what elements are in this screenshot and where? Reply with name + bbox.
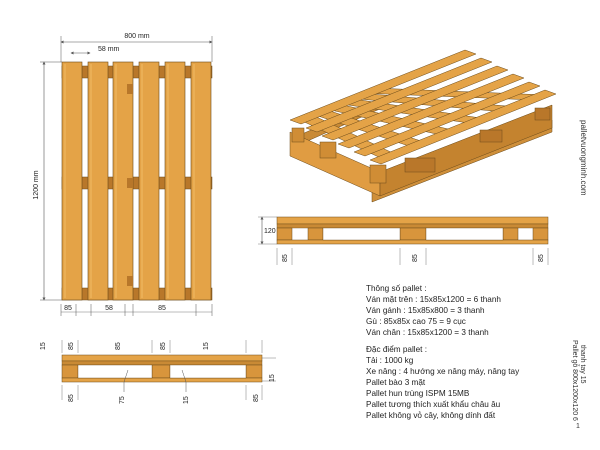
end-bottom-label-3: 15 xyxy=(183,396,190,404)
spec-line-3: Gù : 85x85x cao 75 = 9 cục xyxy=(366,317,466,326)
spec-line-1: Ván mặt trên : 15x85x1200 = 6 thanh xyxy=(366,295,501,304)
feature-line-3: Pallet bào 3 mặt xyxy=(366,378,426,387)
end-top-label-3: 85 xyxy=(115,342,122,350)
board-label: 58 mm xyxy=(98,46,120,53)
block-mark xyxy=(127,178,133,188)
features-heading: Đặc điểm pallet : xyxy=(366,345,427,354)
specs-heading: Thông số pallet : xyxy=(366,284,427,293)
spec-line-2: Ván gánh : 15x85x800 = 3 thanh xyxy=(366,306,485,315)
top-stringer xyxy=(62,66,212,78)
feature-line-6: Pallet không vỏ cây, không dính đất xyxy=(366,411,496,420)
end-right-label: 15 xyxy=(269,374,276,382)
end-top-label-5: 15 xyxy=(203,342,210,350)
top-bottom-label-1: 85 xyxy=(64,305,72,312)
side-bottom-label-3: 85 xyxy=(538,254,545,262)
end-top-label-2: 85 xyxy=(68,342,75,350)
isometric-view xyxy=(290,50,556,202)
end-top-label-4: 85 xyxy=(160,342,167,350)
feature-line-5: Pallet tương thích xuất khẩu châu âu xyxy=(366,400,501,409)
feature-line-4: Pallet hun trùng ISPM 15MB xyxy=(366,389,470,398)
end-bottom-label-4: 85 xyxy=(253,394,260,402)
side-height-label: 120 xyxy=(264,228,276,235)
top-bottom-label-3: 85 xyxy=(158,305,166,312)
top-stringer xyxy=(62,177,212,189)
block-mark xyxy=(127,276,133,286)
features-block xyxy=(366,344,520,420)
end-view xyxy=(40,340,276,404)
website-label: palletvuongminh.com xyxy=(579,120,588,196)
title-line-1: Pallet gỗ 800x1200x120 6 xyxy=(571,340,578,421)
feature-line-2: Xe nâng : 4 hướng xe nâng máy, nâng tay xyxy=(366,367,520,376)
side-view xyxy=(258,217,548,265)
top-deck-boards xyxy=(62,62,212,300)
side-bottom-label-1: 85 xyxy=(282,254,289,262)
end-bottom-label-2: 75 xyxy=(119,396,126,404)
specs-block xyxy=(366,284,501,337)
width-label: 800 mm xyxy=(124,33,150,40)
top-bottom-label-2: 58 xyxy=(105,305,113,312)
side-bottom-label-2: 85 xyxy=(412,254,419,262)
end-top-label-1: 15 xyxy=(40,342,47,350)
top-view xyxy=(33,33,212,316)
spec-line-4: Ván chân : 15x85x1200 = 3 thanh xyxy=(366,328,489,337)
height-label: 1200 mm xyxy=(33,170,40,200)
block-mark xyxy=(127,84,133,94)
top-stringer xyxy=(62,288,212,300)
end-bottom-label-1: 85 xyxy=(68,394,75,402)
feature-line-1: Tải : 1000 kg xyxy=(366,356,414,365)
title-line-2: thanh tay 15 xyxy=(579,345,586,384)
page-number: 1 xyxy=(576,423,580,430)
